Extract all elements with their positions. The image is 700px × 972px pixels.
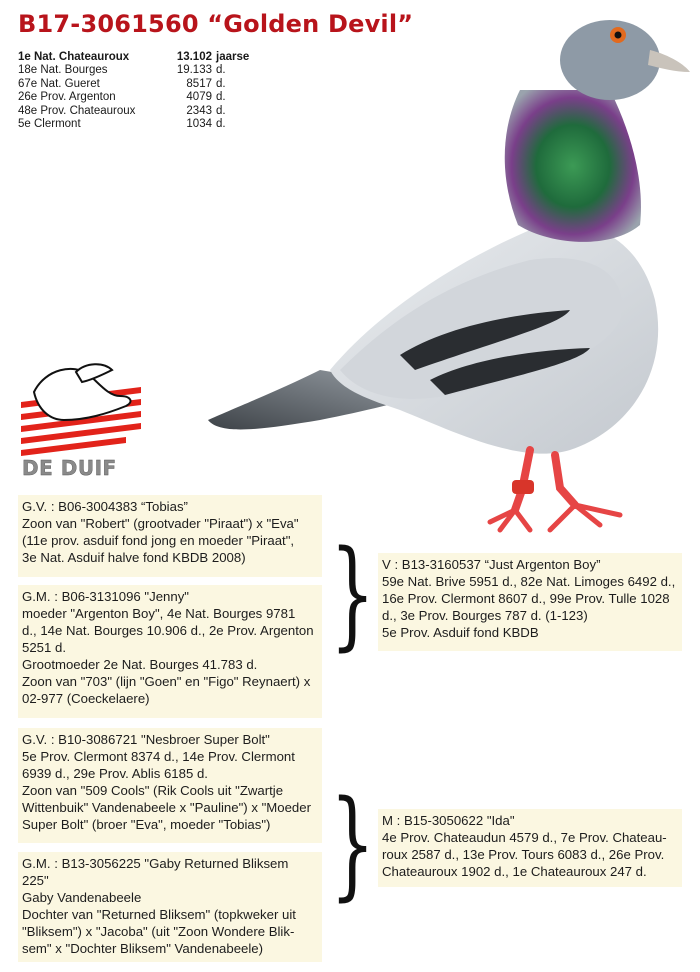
result-unit: jaarse	[216, 51, 250, 63]
result-count: 4079	[186, 91, 212, 104]
result-unit: d.	[216, 104, 226, 117]
pedigree-line: G.M. : B13-3056225 "Gaby Returned Bliksem	[22, 856, 289, 871]
pigeon-photo	[200, 10, 700, 540]
pedigree-line: Zoon van "Robert" (grootvader "Piraat") x "Eva"	[22, 516, 299, 531]
result-unit: d.	[216, 91, 226, 104]
pedigree-line: Wittenbuik" Vandenabeele x "Pauline") x "Moeder	[22, 800, 311, 815]
pedigree-line: Dochter van "Returned Bliksem" (topkweker uit	[22, 907, 296, 922]
pedigree-brace: }	[330, 524, 376, 662]
grandmother-maternal-box	[18, 852, 322, 962]
pedigree-line: 02-977 (Coeckelaere)	[22, 691, 150, 706]
pedigree-line: G.V. : B06-3004383 “Tobias”	[22, 499, 188, 514]
pedigree-line: Zoon van "509 Cools" (Rik Cools uit "Zwartje	[22, 783, 284, 798]
result-count: 1034	[186, 118, 212, 131]
pedigree-line: 4e Prov. Chateaudun 4579 d., 7e Prov. Chateau-	[382, 830, 667, 845]
result-count: 19.133	[176, 64, 212, 77]
pedigree-line: Zoon van "703" (lijn "Goen" en "Figo" Reynaert) x	[22, 674, 311, 689]
pedigree-line: 6939 d., 29e Prov. Ablis 6185 d.	[22, 766, 208, 781]
pedigree-line: moeder "Argenton Boy", 4e Nat. Bourges 9781	[22, 606, 296, 621]
pedigree-line: (11e prov. asduif fond jong en moeder "Piraat",	[22, 533, 295, 548]
pedigree-line: roux 2587 d., 13e Prov. Tours 6083 d., 26e Prov.	[382, 847, 665, 862]
pedigree-line: 225"	[22, 873, 49, 888]
pedigree-line: 59e Nat. Brive 5951 d., 82e Nat. Limoges 6492 d.,	[382, 574, 676, 589]
pedigree-line: 5e Prov. Asduif fond KBDB	[382, 625, 539, 640]
pedigree-line: 5e Prov. Clermont 8374 d., 14e Prov. Clermont	[22, 749, 295, 764]
result-race: 18e Nat. Bourges	[18, 64, 108, 77]
result-count: 2343	[186, 104, 212, 117]
result-race: 1e Nat. Chateauroux	[18, 51, 130, 63]
pedigree-line: sem" x "Dochter Bliksem" Vandenabeele)	[22, 941, 264, 956]
result-count: 8517	[186, 77, 212, 90]
result-race: 26e Prov. Argenton	[18, 91, 116, 104]
pedigree-line: G.M. : B06-3131096 "Jenny"	[22, 589, 189, 604]
grandfather-maternal-box	[18, 728, 322, 843]
pedigree-line: d., 3e Prov. Bourges 787 d. (1-123)	[382, 608, 588, 623]
pedigree-line: Grootmoeder 2e Nat. Bourges 41.783 d.	[22, 657, 258, 672]
pigeon-title: B17-3061560 “Golden Devil”	[18, 10, 414, 38]
pedigree-line: M : B15-3050622 "Ida"	[382, 813, 515, 828]
result-unit: d.	[216, 77, 226, 90]
mother-box	[378, 809, 682, 887]
pedigree-line: V : B13-3160537 “Just Argenton Boy”	[382, 557, 601, 572]
pedigree-line: Gaby Vandenabeele	[22, 890, 142, 905]
result-race: 5e Clermont	[18, 118, 81, 131]
result-race: 67e Nat. Gueret	[18, 77, 100, 90]
pedigree-line: 5251 d.	[22, 640, 66, 655]
pedigree-brace: }	[330, 774, 376, 912]
grandmother-paternal-box	[18, 585, 322, 718]
grandfather-paternal-box	[18, 495, 322, 577]
pedigree-line: Chateauroux 1902 d., 1e Chateauroux 247 d.	[382, 864, 647, 879]
logo-text: DE DUIF	[22, 456, 117, 480]
pedigree-line: 3e Nat. Asduif halve fond KBDB 2008)	[22, 550, 246, 565]
pedigree-line: Super Bolt" (broer "Eva", moeder "Tobias")	[22, 817, 271, 832]
father-box	[378, 553, 682, 651]
result-race: 48e Prov. Chateauroux	[18, 104, 136, 117]
pedigree-line: d., 14e Nat. Bourges 10.906 d., 2e Prov. Argenton	[22, 623, 314, 638]
result-count: 13.102	[176, 51, 212, 63]
result-unit: d.	[216, 118, 226, 131]
pedigree-line: 16e Prov. Clermont 8607 d., 99e Prov. Tulle 1028	[382, 591, 670, 606]
pedigree-line: G.V. : B10-3086721 "Nesbroer Super Bolt"	[22, 732, 270, 747]
pedigree-line: "Bliksem") x "Jacoba" (uit "Zoon Wondere Blik-	[22, 924, 295, 939]
result-unit: d.	[216, 64, 226, 77]
